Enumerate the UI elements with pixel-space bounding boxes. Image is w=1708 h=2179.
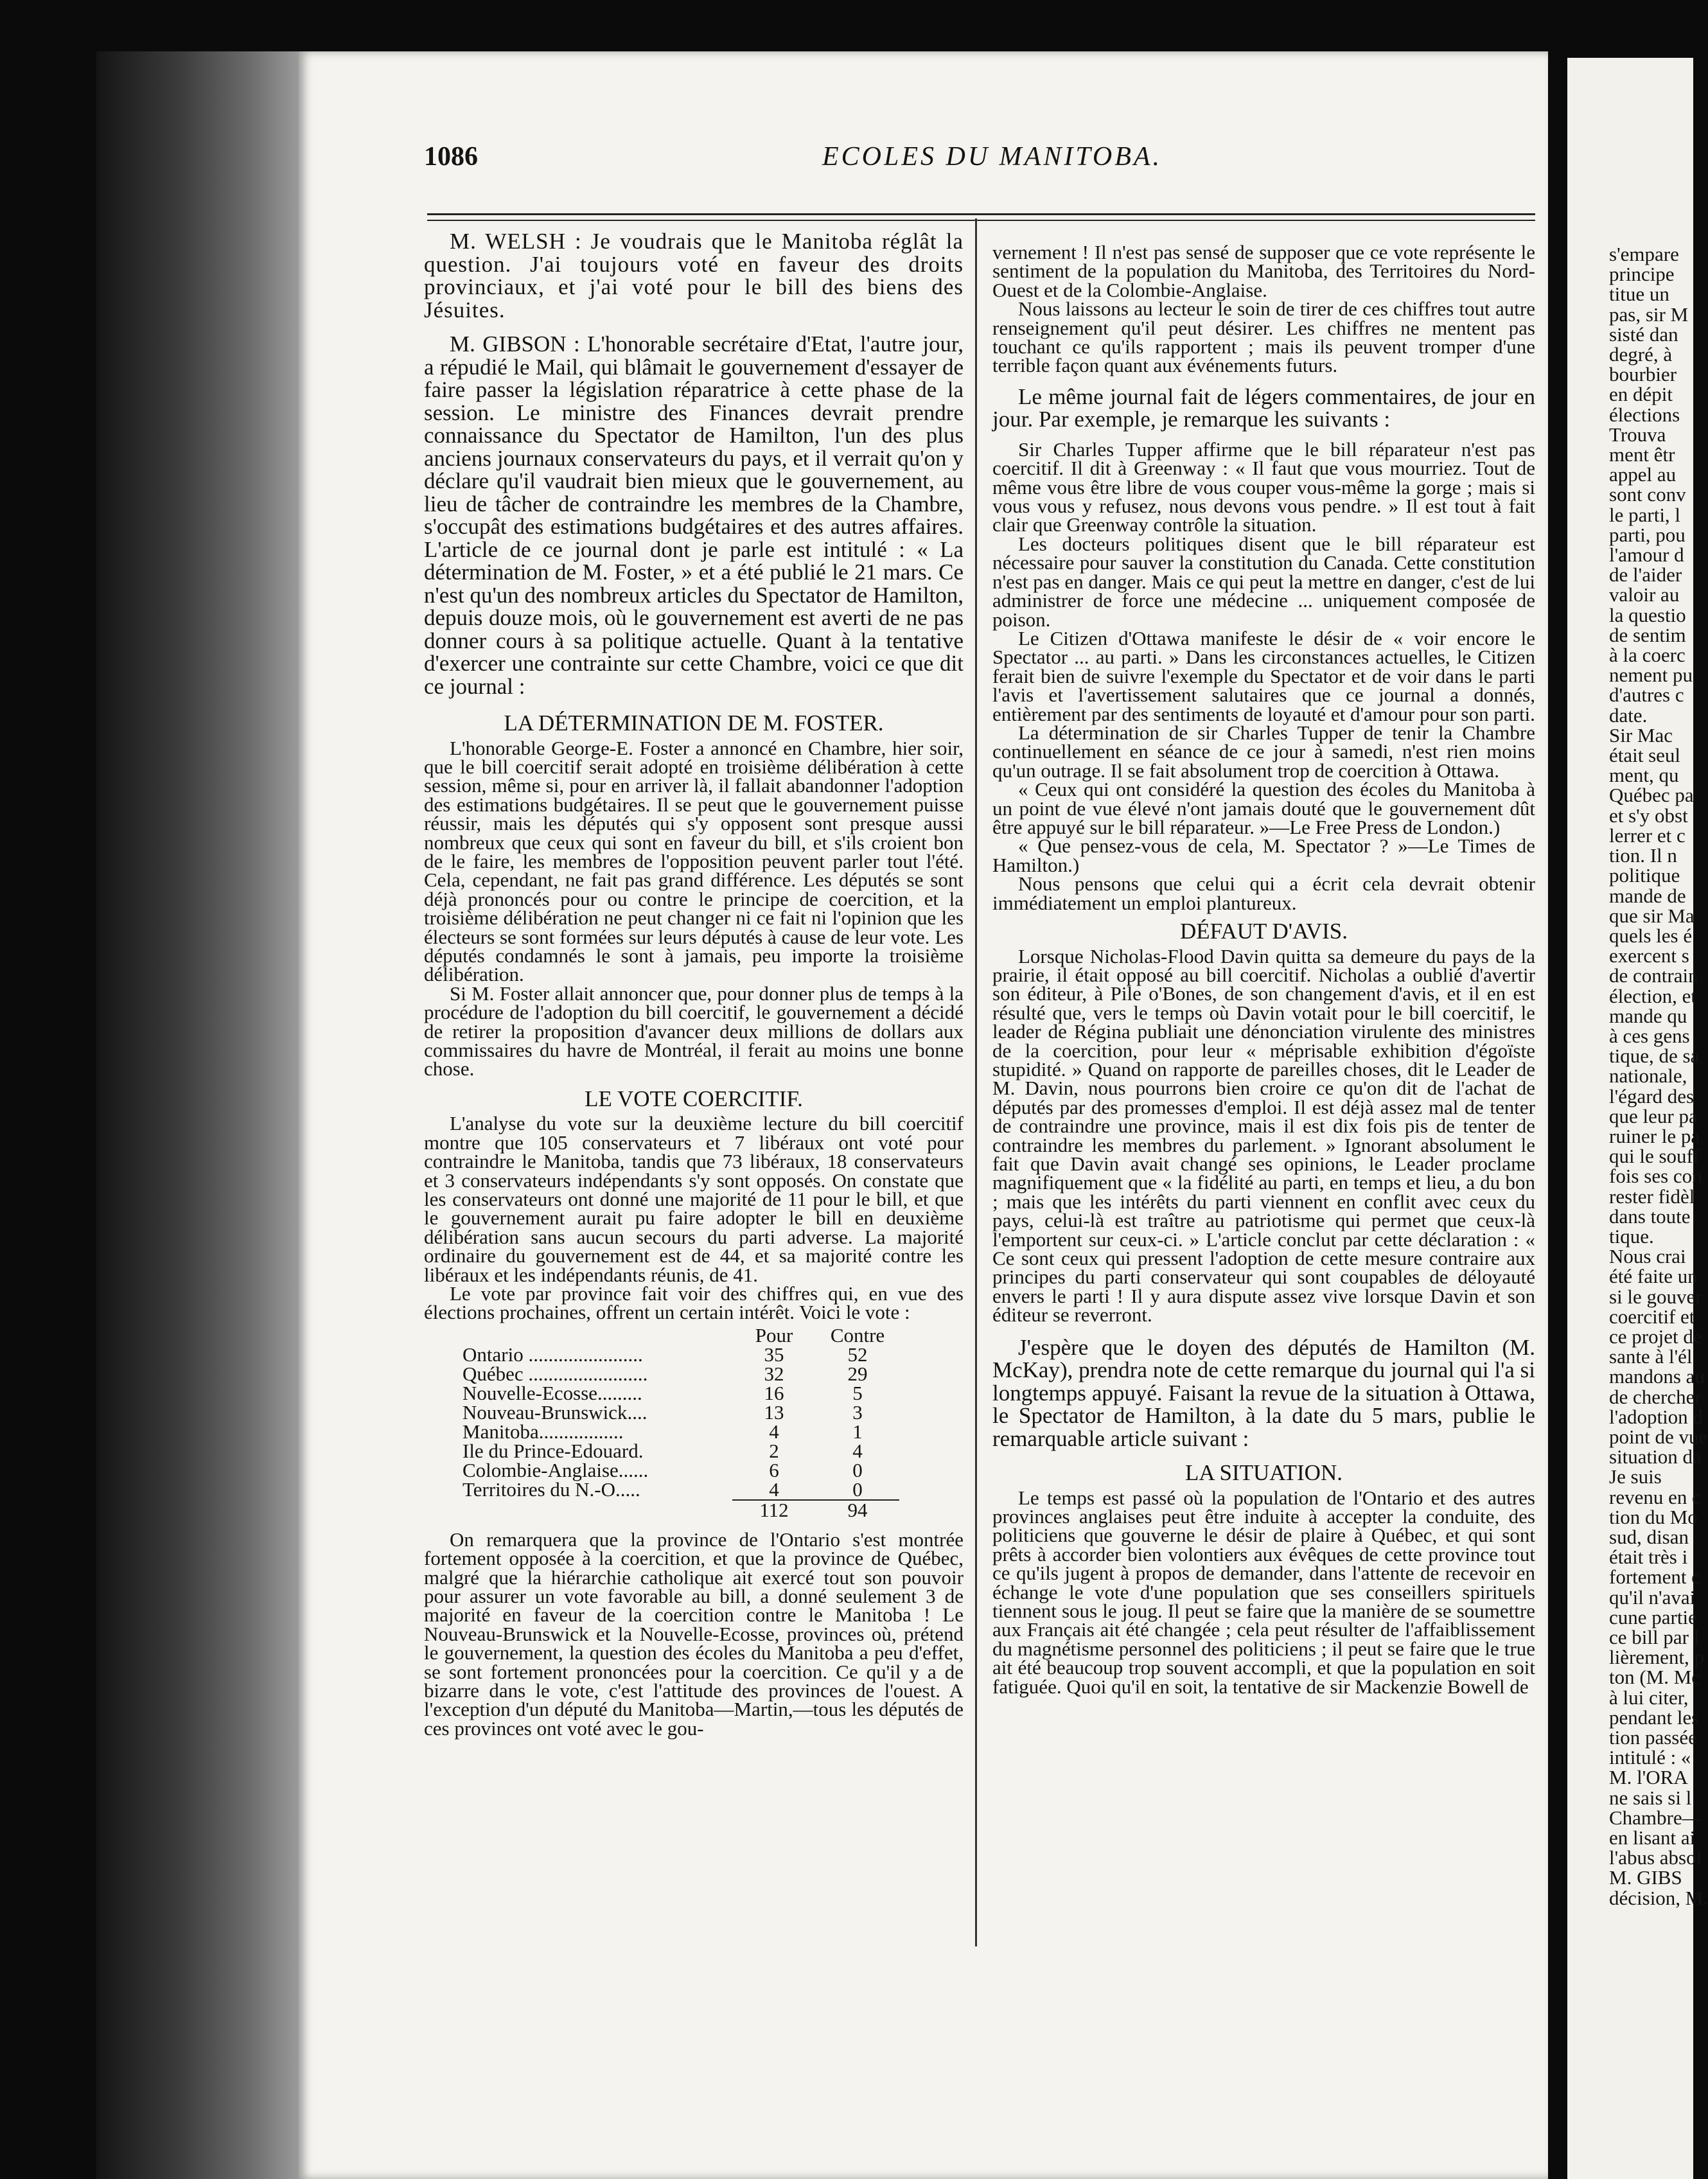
header-rule-bottom	[427, 220, 1535, 221]
facing-page-line: tique, de sa	[1609, 1045, 1700, 1068]
facing-page-line: Trouva	[1609, 423, 1666, 446]
facing-page-line: ne sais si l	[1609, 1786, 1692, 1809]
facing-page-line: le parti, l	[1609, 503, 1681, 526]
facing-page-line: point de vue	[1609, 1425, 1708, 1448]
facing-page-line: que sir Ma	[1609, 904, 1695, 927]
facing-page-line: que leur pa	[1609, 1104, 1698, 1127]
facing-page-line: de l'aider	[1609, 563, 1682, 587]
facing-page-line: sante à l'él	[1609, 1345, 1693, 1368]
facing-page-line: tion passée	[1609, 1726, 1697, 1749]
facing-page-line: Nous crai	[1609, 1245, 1686, 1268]
gibson-paragraph: M. GIBSON : L'honorable secrétaire d'Etat, l'autre jour, a répudié le Mail, qui blâmait le gouvernement d'essayer de faire passer la législation réparatrice à cette phase de la session. Le ministre des Finances devrait prendre connaissance du Spectator de Hamilton, l'un des plus anciens journaux conservateurs du pays, et il verrait qu'on y déclare qu'il vaudrait bien mieux que le gouvernement, au lieu de tâcher de contraindre les membres de la Chambre, s'occupât des estimations budgétaires et des autres affaires. L'article de ce journal dont je parle est intitulé : « La détermination de M. Foster, » et a été publié le 21 mars. Ce n'est qu'un des nombreux articles du Spectator de Hamilton, depuis douze mois, où le gouvernement est averti de ne pas donner cours à sa politique actuelle. Quant à la tentative d'exercer une contrainte sur cette Chambre, voici ce que dit ce journal :	[424, 331, 964, 699]
facing-page-line: dans toute	[1609, 1204, 1691, 1228]
book-binding	[96, 51, 299, 2179]
facing-page-line: mandons au	[1609, 1365, 1705, 1388]
facing-page-line: pendant les	[1609, 1706, 1700, 1729]
heading-defaut-avis: DÉFAUT D'AVIS.	[1179, 919, 1348, 944]
table-row: Colombie-Anglaise...... 6 0	[462, 1458, 863, 1481]
vote-table	[462, 1323, 899, 1521]
quote-vote-1: L'analyse du vote sur la deuxième lecture du bill coercitif montre que 105 conservateurs et 7 libéraux ont voté pour contraindre le Manitoba, tandis que 73 libéraux, 18 conservateurs et 3 conservateurs indépendants s'y sont opposés. On constate que les conservateurs ont donné une majorité de 11 pour le bill, et que le gouvernement aurait pu faire adopter le bill en deuxième délibération sans aucun secours du parti adverse. La majorité ordinaire du gouvernement est de 44, et sa majorité contre les libéraux et les indépendants réunis, de 41.	[424, 1112, 964, 1286]
facing-page-line: mande de	[1609, 884, 1686, 907]
column-header-pour: Pour	[755, 1323, 793, 1346]
hope-paragraph: J'espère que le doyen des députés de Hamilton (M. McKay), prendra note de cette remarque du journal qui l'a si longtemps appuyé. Faisant la revue de la situation à Ottawa, le Spectator de Hamilton, à la date du 5 mars, publie le remarquable article suivant :	[992, 1334, 1536, 1451]
heading-vote-coercitif: LE VOTE COERCITIF.	[585, 1086, 803, 1111]
facing-page-line: exercent s	[1609, 944, 1689, 967]
facing-page-line: bourbier	[1609, 363, 1677, 386]
facing-page-line: sud, disan	[1609, 1526, 1689, 1548]
facing-page-line: lerrer et c	[1609, 824, 1686, 847]
table-row: Québec ........................ 32 29	[462, 1362, 868, 1385]
facing-page-line: qu'il n'avai	[1609, 1585, 1696, 1609]
facing-page-line: titue un	[1609, 283, 1669, 306]
facing-page-line: fortement c	[1609, 1566, 1701, 1589]
facing-page-line: élection, et	[1609, 984, 1696, 1007]
quote-times: « Que pensez-vous de cela, M. Spectator ? »—Le Times de Hamilton.)	[992, 834, 1535, 876]
table-row: Nouvelle-Ecosse......... 16 5	[462, 1381, 863, 1404]
table-row: Nouveau-Brunswick.... 13 3	[462, 1400, 863, 1424]
quote-continuation-2: Nous laissons au lecteur le soin de tirer de ces chiffres tout autre renseignement qu'il peut désirer. Les chiffres ne mentent pas touchant ce qu'ils rapportent ; mais ils peuvent tromper d'une terrible façon quant aux événements futurs.	[992, 297, 1535, 377]
facing-page-line: lièrement, p	[1609, 1646, 1705, 1669]
facing-page-line: en dépit	[1609, 383, 1673, 406]
facing-page-line: et s'y obst	[1609, 804, 1688, 827]
facing-page-line: mande qu	[1609, 1004, 1687, 1027]
heading-determination: LA DÉTERMINATION DE M. FOSTER.	[504, 710, 884, 736]
quote-vote-2: Le vote par province fait voir des chiffres qui, en vue des élections prochaines, offrent un certain intérêt. Voici le vote :	[424, 1282, 964, 1324]
facing-page-line: la questio	[1609, 603, 1686, 626]
facing-page-line: Sir Mac	[1609, 723, 1673, 746]
facing-page-line: fois ses con	[1609, 1165, 1702, 1188]
welsh-paragraph: M. WELSH : Je voudrais que le Manitoba réglât la question. J'ai toujours voté en faveur des droits provinciaux, et j'ai voté pour le bill des biens des Jésuites.	[424, 229, 964, 322]
facing-page-line: revenu en c	[1609, 1485, 1701, 1508]
facing-page-line: élections	[1609, 403, 1680, 426]
facing-page-line: politique	[1609, 864, 1680, 887]
facing-page-line: coercitif et	[1609, 1305, 1695, 1328]
facing-page-line: rester fidèl	[1609, 1185, 1695, 1208]
quote-situation: Le temps est passé où la population de l'Ontario et des autres provinces anglaises peut être induite à accepter la conduite, des politiciens que gouverne le désir de plaire à Québec, et qui sont prêts à accorder bien volontiers aux évêques de cette province tout ce qu'ils jugent à propos de demander, dans l'attente de recevoir en échange le vote d'une population que ses conseillers spirituels tiennent sous le joug. Il peut se faire que la manière de se soumettre aux Français ait été changée ; cela peut résulter de l'affaiblissement du magnétisme personnel des politiciens ; il peut se faire que le true ait été beaucoup trop souvent accompli, et que la population en soit fatiguée. Quoi qu'il en soit, la tentative de sir Mackenzie Bowell de	[992, 1486, 1535, 1698]
facing-page-line: en lisant ai	[1609, 1826, 1696, 1849]
facing-page-line: date.	[1609, 703, 1648, 727]
facing-page-line: décision, M.	[1609, 1886, 1708, 1909]
facing-page-line: appel au	[1609, 463, 1677, 486]
vote-table-header	[462, 1326, 899, 1345]
header-rule-top	[427, 213, 1535, 215]
quote-tupper: Sir Charles Tupper affirme que le bill réparateur n'est pas coercitif. Il dit à Greenway : « Il faut que vous mourriez. Tout de même vous être libre de vous couper vous-même la gorge ; mais si vous vous y refusez, nous devons vous pendre. » Il est tout à fait clair que Greenway contrôle la situation.	[992, 437, 1535, 536]
column-header-contre: Contre	[830, 1323, 885, 1346]
table-row: Ile du Prince-Edouard. 2 4	[462, 1439, 863, 1462]
facing-page-line: M. GIBS	[1609, 1866, 1682, 1889]
facing-page-line: cune partie	[1609, 1605, 1697, 1628]
quote-foster-1: L'honorable George-E. Foster a annoncé en Chambre, hier soir, que le bill coercitif serait adopté en troisième délibération à cette session, même si, pour en arriver là, il fallait abandonner l'adoption des estimations budgétaires. Il se peut que le gouvernement puisse réussir, mais les députés qui s'y opposent sont presque aussi nombreux que ceux qui sont en faveur du bill, et s'ils croient bon de le faire, les membres de l'opposition peuvent parler tout l'été. Cela, cependant, ne fait pas grand différence. Les députés se sont déjà prononcés pour ou contre le principe de coercition, et la troisième délibération ne peut changer ni ce fait ni l'opinion que les électeurs se sont formées sur leurs députés à cause de leur vote. Les députés condamnés le sont à jamais, peu importe la troisième délibération.	[424, 736, 964, 986]
facing-page-line: sont conv	[1609, 483, 1686, 506]
facing-page-line: de contrain	[1609, 964, 1698, 987]
facing-page-line: à lui citer,	[1609, 1686, 1689, 1709]
facing-page-line: degré, à	[1609, 343, 1673, 366]
table-row: Manitoba................. 4 1	[462, 1420, 863, 1443]
facing-page-line: quels les é	[1609, 924, 1693, 947]
total-contre: 94	[816, 1500, 899, 1520]
facing-page-line: pas, sir M	[1609, 303, 1689, 326]
page-number: 1086	[424, 142, 478, 172]
facing-page-line: ton (M. Mc	[1609, 1666, 1701, 1689]
facing-page-line: ce projet de	[1609, 1325, 1702, 1348]
quote-foster-2: Si M. Foster allait annoncer que, pour donner plus de temps à la procédure de l'adoption du bill coercitif, le gouvernement a décidé de retirer la proposition d'avancer deux millions de dollars aux commissaires du havre de Montréal, il ferait au moins une bonne chose.	[424, 982, 964, 1081]
facing-page-line: qui le souff	[1609, 1145, 1700, 1168]
facing-page-line: ce bill par l	[1609, 1626, 1700, 1649]
facing-page-line: nement pu	[1609, 664, 1693, 687]
facing-page-line: de chercher	[1609, 1385, 1702, 1408]
facing-page-line: nationale,	[1609, 1064, 1687, 1088]
heading-situation: LA SITUATION.	[1185, 1460, 1343, 1486]
facing-page-line: l'amour d	[1609, 543, 1684, 567]
right-column	[992, 243, 1535, 1696]
quote-docteurs: Les docteurs politiques disent que le bill réparateur est nécessaire pour sauver la constitution du Canada. Cette constitution n'est pas en danger. Mais ce qui peut la mettre en danger, c'est de lui administrer de force une médecine ... uniquement composée de poison.	[992, 532, 1535, 631]
facing-page-line: parti, pou	[1609, 523, 1686, 546]
facing-page-line: ruiner le pa	[1609, 1124, 1700, 1147]
facing-page-line: était seul	[1609, 744, 1681, 767]
column-divider	[975, 218, 977, 1946]
facing-page-line: Québec pa	[1609, 784, 1694, 807]
facing-page-line: l'adoption d	[1609, 1405, 1703, 1428]
left-column	[424, 230, 964, 1738]
intro-paragraph: Le même journal fait de légers commentaires, de jour en jour. Par exemple, je remarque les suivants :	[992, 384, 1535, 432]
facing-page-line: si le gouver	[1609, 1285, 1702, 1308]
facing-page-line: ment, qu	[1609, 764, 1679, 787]
facing-page-line: de sentim	[1609, 623, 1686, 646]
table-row: Ontario ....................... 35 52	[462, 1343, 868, 1366]
facing-page-line: s'empare	[1609, 243, 1679, 265]
total-pour: 112	[732, 1500, 816, 1520]
facing-page-line: M. l'ORA	[1609, 1766, 1688, 1789]
facing-page-line: sisté dan	[1609, 322, 1678, 346]
page-header	[424, 141, 1516, 186]
facing-page-line: principe	[1609, 263, 1675, 286]
facing-page-line: tion du Mo	[1609, 1505, 1698, 1528]
facing-page-line: intitulé : «	[1609, 1746, 1691, 1769]
facing-page-line: à la coerc	[1609, 644, 1686, 667]
quote-emploi: Nous pensons que celui qui a écrit cela devrait obtenir immédiatement un emploi plantureux.	[992, 872, 1535, 914]
facing-page-line: Je suis	[1609, 1465, 1662, 1488]
quote-vote-3: On remarquera que la province de l'Ontario s'est montrée fortement opposée à la coercition, et que la province de Québec, malgré que la hiérarchie catholique ait exercé tout son pouvoir pour assurer un vote favorable au bill, a donné seulement 3 de majorité en faveur de la coercition contre le Manitoba ! Le Nouveau-Brunswick et la Nouvelle-Ecosse, provinces où, prétend le gouvernement, la question des écoles du Manitoba a peu d'effet, se sont fortement prononcées pour la coercition. Ce qu'il y a de bizarre dans le vote, c'est l'attitude des provinces de l'ouest. A l'exception d'un député du Manitoba—Martin,—tous les députés de ces provinces ont voté avec le gou-	[424, 1528, 964, 1740]
facing-page-line: tique.	[1609, 1224, 1654, 1248]
facing-page-line: l'abus absol	[1609, 1846, 1702, 1869]
quote-free-press: « Ceux qui ont considéré la question des écoles du Manitoba à un point de vue élevé n'ont jamais douté que le gouvernement dût être appuyé sur le bill réparateur. »—Le Free Press de London.)	[992, 778, 1535, 838]
facing-page-line: ment êtr	[1609, 443, 1675, 466]
facing-page-text	[1609, 243, 1708, 1909]
table-row: Territoires du N.-O..... 4 0	[462, 1478, 863, 1501]
facing-page-line: d'autres c	[1609, 684, 1684, 707]
facing-page-line: à ces gens	[1609, 1024, 1690, 1047]
facing-page-line: valoir au	[1609, 583, 1680, 606]
facing-page-line: Chambre—	[1609, 1806, 1702, 1829]
quote-determination-tupper: La détermination de sir Charles Tupper de tenir la Chambre continuellement en séance de ce jour à samedi, n'est rien moins qu'un outrage. Il se fait absolument trop de coercition à Ottawa.	[992, 721, 1535, 782]
quote-citizen: Le Citizen d'Ottawa manifeste le désir de « voir encore le Spectator ... au parti. » Dans les circonstances actuelles, le Citizen ferait bien de suivre l'exemple du Spectator et de voir dans le parti l'avis et l'avertissement salutaires que ce journal a donnés, entièrement par des sentiments de loyauté et d'amour pour son parti.	[992, 626, 1535, 725]
facing-page-line: situation da	[1609, 1445, 1702, 1469]
facing-page-line: été faite un	[1609, 1265, 1698, 1288]
facing-page-line: tion. Il n	[1609, 844, 1677, 867]
facing-page-line: l'égard des	[1609, 1084, 1695, 1107]
facing-page-line: était très i	[1609, 1546, 1688, 1569]
vote-table-totals	[462, 1500, 899, 1520]
running-title: ECOLES DU MANITOBA.	[822, 142, 1163, 172]
quote-davin: Lorsque Nicholas-Flood Davin quitta sa demeure du pays de la prairie, il était opposé au bill coercitif. Nicholas a oublié d'avertir son éditeur, à Pile o'Bones, de son changement d'avis, et il en est résulté que, vers le temps où Davin votait pour le bill coercitif, le leader de Régina publiait une dénonciation virulente des ministres de la coercition, pour leur « méprisable exhibition d'égoïste stupidité. » Quand on rapporte de pareilles choses, dit le Leader de M. Davin, nous pourrons bien croire ce qu'on dit de l'achat de députés par des promesses d'emploi. Il est déjà assez mal de tenter de contraindre une province, mais il est dix fois pis de tenter de contraindre les membres du parlement. » Ignorant absolument le fait que Davin avait changé ses opinions, le Leader proclame magnifiquement que « la fidélité au parti, en temps et lieu, a du bon ; mais que les intérêts du parti viennent en conflit avec ceux du pays, celui-là est traître au patriotisme qui permet que ceux-là l'emportent sur ceux-ci. » L'article conclut par cette déclaration : « Ce sont ceux qui pressent l'adoption de cette mesure contraire aux principes du parti conservateur qui sont coupables de déloyauté envers le parti ! Il y aura dispute assez vive lorsque Davin et son éditeur se reverront.	[992, 944, 1535, 1327]
quote-continuation-1: vernement ! Il n'est pas sensé de supposer que ce vote représente le sentiment de la population du Manitoba, des Territoires du Nord-Ouest et de la Colombie-Anglaise.	[992, 241, 1535, 301]
